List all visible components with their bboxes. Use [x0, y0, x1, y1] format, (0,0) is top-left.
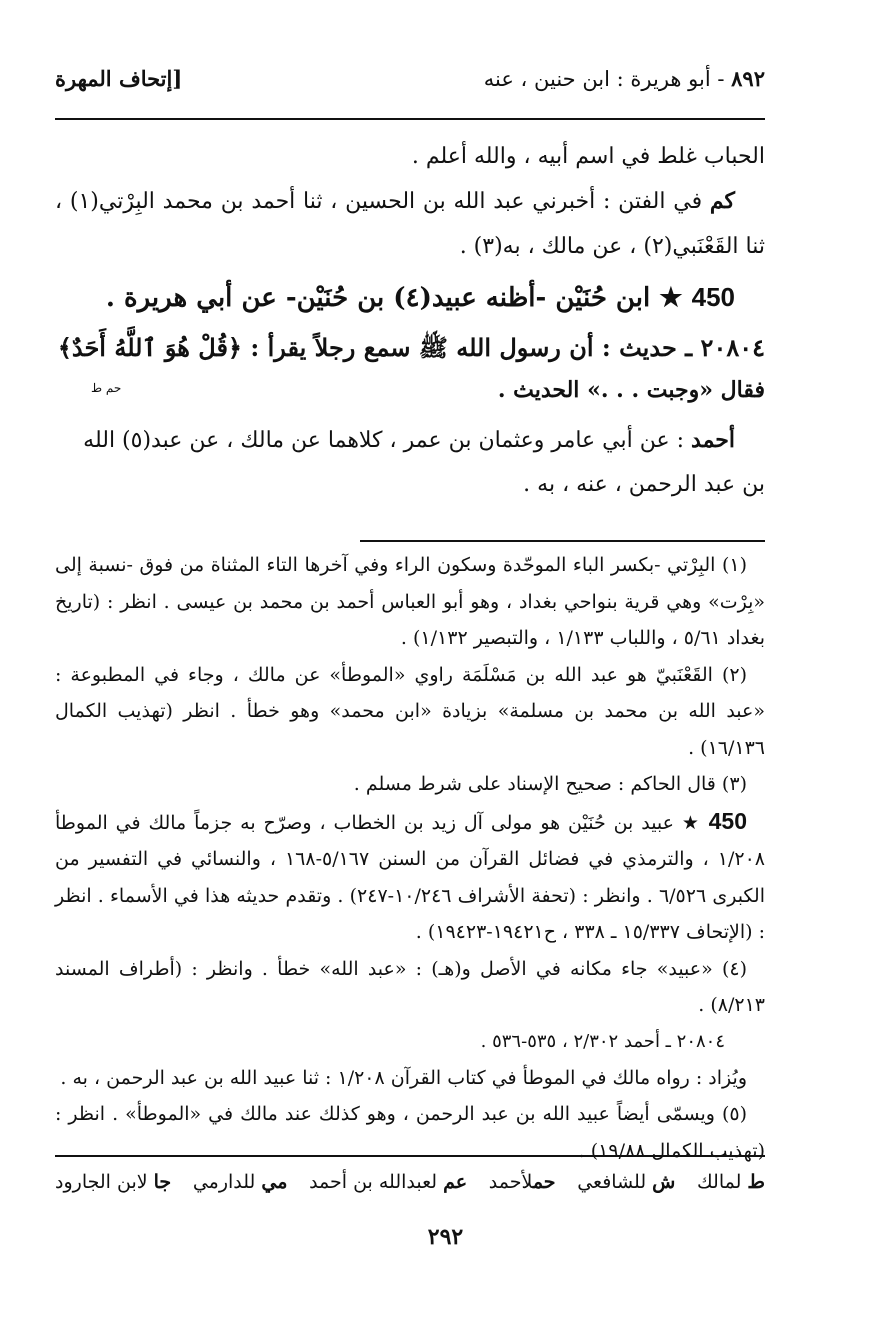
abbreviation-key	[55, 1167, 765, 1197]
header-divider	[55, 118, 765, 120]
footnote-addition: ويُزاد : رواه مالك في الموطأ في كتاب القرآن ١/٢٠٨ : ثنا عبيد الله بن عبد الرحمن ، به .	[60, 1066, 747, 1089]
narrator-number: 450	[691, 282, 735, 312]
footnote-1: (١) البِرْتي -بكسر الباء الموحّدة وسكون الراء وفي آخرها التاء المثناة من فوق -نسبة إلى «بِرْت» وهي قرية بنواحي بغداد ، وهو أبو العباس أحمد بن محمد بن عيسى . انظر : (تاريخ بغداد ٥/٦١ ، واللباب ١/١٣٣ ، والتبصير ١/١٣٢) .	[55, 554, 765, 649]
page-header	[55, 60, 765, 100]
abbrev-item: ش للشافعي	[577, 1171, 676, 1193]
abbrev-item: جا لابن الجارود	[55, 1171, 172, 1193]
header-book-title: [إتحاف المهرة	[55, 66, 183, 91]
narrator-heading	[55, 269, 765, 326]
page-number: ٢٩٢	[427, 1224, 464, 1250]
footnote-divider	[360, 540, 765, 542]
footnote-star	[55, 803, 765, 951]
footnotes	[55, 547, 765, 1169]
abbrev-item: ط لمالك	[697, 1171, 765, 1193]
footnote-2: (٢) القَعْنَبيّ هو عبد الله بن مَسْلَمَة راوي «الموطأ» عن مالك ، وجاء في المطبوعة : «عبد الله بن محمد بن مسلمة» بزيادة «ابن محمد» وهو خطأ . انظر (تهذيب الكمال ١٦/١٣٦) .	[55, 663, 765, 759]
header-section-number: ٨٩٢	[731, 66, 765, 91]
footnote-3: (٣) قال الحاكم : صحيح الإسناد على شرط مسلم .	[353, 773, 747, 795]
narrator-heading-text: ★ ابن حُنَيْن -أظنه عبيد(٤) بن حُنَيْن- عن أبي هريرة .	[105, 283, 692, 313]
abbrev-item: مي للدارمي	[192, 1171, 288, 1193]
main-text	[55, 134, 765, 507]
abbrev-divider	[55, 1155, 765, 1157]
footnote-star-number: 450	[708, 807, 747, 834]
header-right	[484, 66, 765, 91]
paragraph-ahmad-text: : عن أبي عامر وعثمان بن عمر ، كلاهما عن مالك ، عن عبد(٥) الله بن عبد الرحمن ، عنه ، به .	[83, 428, 765, 497]
footnote-hadith-ref: ٢٠٨٠٤ ـ أحمد ٢/٣٠٢ ، ٥٣٥-٥٣٦ .	[480, 1030, 725, 1052]
hadith-entry-continuation: فقال «وجبت . . .» الحديث .	[497, 377, 765, 403]
footnote-5: (٥) ويسمّى أيضاً عبيد الله بن عبد الرحمن ، وهو كذلك عند مالك في «الموطأ» . انظر : (تهذيب الكمال ١٩/٨٨) .	[55, 1103, 765, 1162]
abbrev-item: حملأحمد	[488, 1171, 556, 1193]
hadith-source-mark: حم ط	[91, 381, 122, 395]
paragraph-continuation: الحباب غلط في اسم أبيه ، والله أعلم .	[411, 144, 765, 169]
paragraph-ahmad	[55, 418, 765, 507]
header-section-title: - أبو هريرة : ابن حنين ، عنه	[483, 67, 732, 91]
footnote-star-text: ★ عبيد بن حُنَيْن هو مولى آل زيد بن الخطاب ، وصرّح به جزماً مالك في الموطأ ١/٢٠٨ ، والترمذي في فضائل القرآن من السنن ٥/١٦٧-١٦٨ ، والنسائي في التفسير من الكبرى ٦/٥٢٦ . وانظر : (تحفة الأشراف ١٠/٢٤٦-٢٤٧) . وتقدم حديثه هذا في الأسماء . انظر : (الإتحاف ١٥/٣٣٧ ـ ٣٣٨ ، ح١٩٤٢١-١٩٤٢٣) .	[55, 811, 766, 943]
source-abbrev-kam: كم	[709, 188, 735, 214]
abbrev-item: عم لعبدالله بن أحمد	[309, 1171, 468, 1193]
source-name-ahmad: أحمد	[691, 427, 735, 453]
footnote-4: (٤) «عبيد» جاء مكانه في الأصل و(هـ) : «عبد الله» خطأ . وانظر : (أطراف المسند ٨/٢١٣) .	[55, 957, 765, 1016]
paragraph-kam-text: في الفتن : أخبرني عبد الله بن الحسين ، ثنا أحمد بن محمد البِرْتي(١) ، ثنا القَعْنَبي(٢) ، عن مالك ، به(٣) .	[55, 189, 765, 259]
hadith-text: ٢٠٨٠٤ ـ حديث : أن رسول الله ﷺ سمع رجلاً يقرأ : ﴿قُلْ هُوَ ٱللَّهُ أَحَدٌ﴾	[57, 333, 765, 362]
paragraph-kam	[55, 179, 765, 269]
